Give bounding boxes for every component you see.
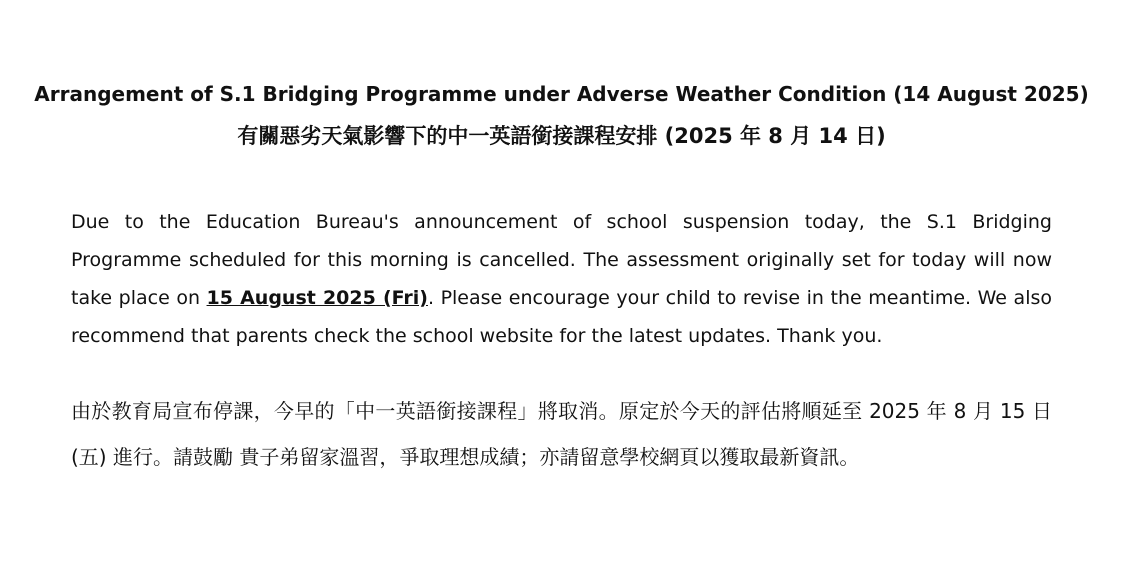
notice-body-english xyxy=(71,203,1052,355)
body-english-part1: Due to the Education Bureau's announcement of school suspension today, the S.1 Bridging Programme scheduled for this morning is cancelled. The assessment originally set for today will now take place on xyxy=(71,211,1052,309)
notice-title-english: Arrangement of S.1 Bridging Programme under Adverse Weather Condition (14 August 2025) xyxy=(34,82,1089,106)
notice-body-chinese: 由於教育局宣布停課，今早的「中一英語銜接課程」將取消。原定於今天的評估將順延至 2025 年 8 月 15 日 (五) 進行。請鼓勵 貴子弟留家溫習，爭取理想成績；亦請留意學校網頁以獲取最新資訊。 xyxy=(71,399,1052,469)
rescheduled-date-highlight: 15 August 2025 (Fri) xyxy=(206,287,428,309)
notice-title-chinese: 有關惡劣天氣影響下的中一英語銜接課程安排 (2025 年 8 月 14 日) xyxy=(237,124,886,148)
body-english-part2: . Please encourage your child to revise in the meantime. We also recommend that parents check the school website for the latest updates. Thank you. xyxy=(71,287,1052,347)
